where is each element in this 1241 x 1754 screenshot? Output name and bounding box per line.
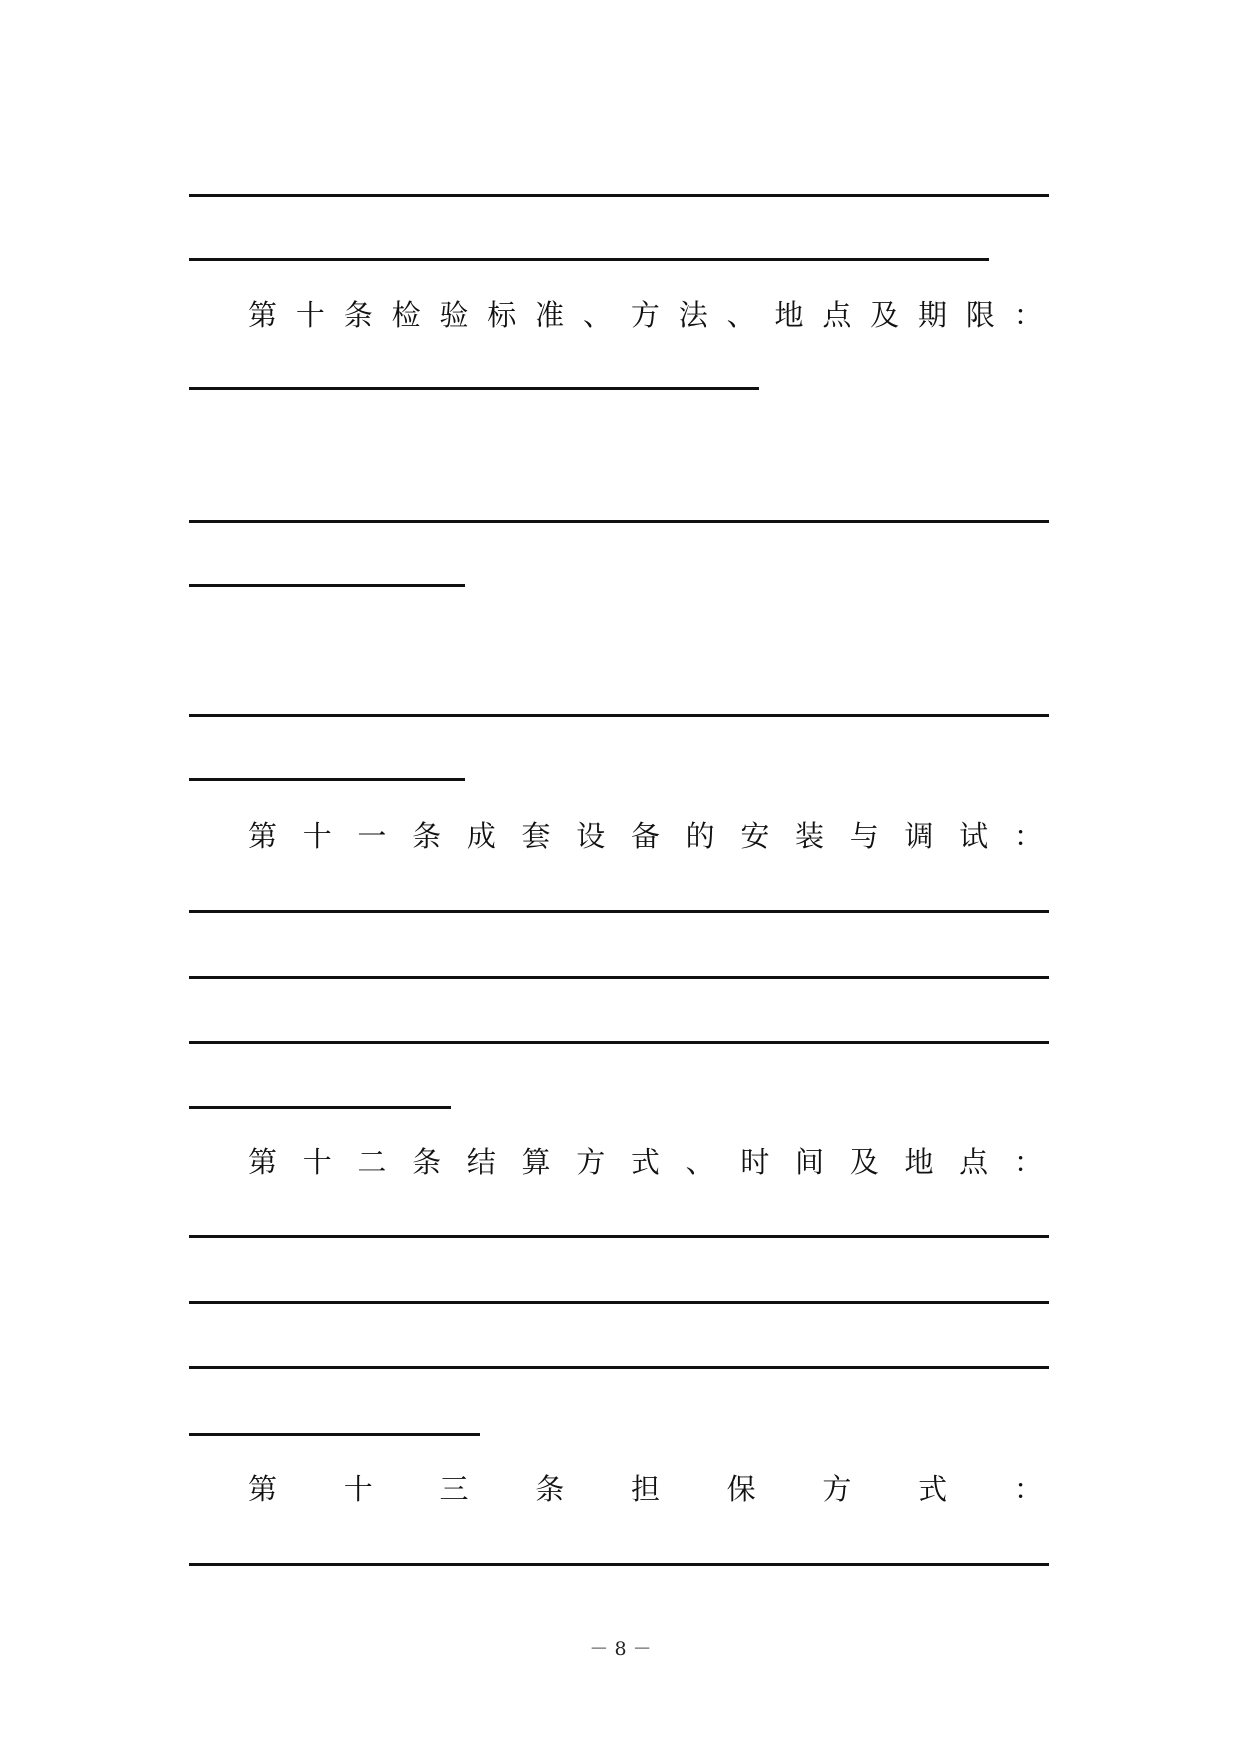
heading-char: 检 bbox=[391, 298, 421, 332]
heading-char: 准 bbox=[535, 298, 565, 332]
article-11-heading bbox=[248, 816, 1043, 856]
heading-char: 方 bbox=[576, 1145, 606, 1179]
heading-char: 三 bbox=[439, 1472, 469, 1506]
article-12-heading bbox=[248, 1142, 1043, 1182]
heading-char: 调 bbox=[904, 819, 934, 853]
heading-char: 与 bbox=[849, 819, 879, 853]
blank-fill-line bbox=[189, 1041, 1049, 1044]
heading-char: 安 bbox=[740, 819, 770, 853]
page-number: － 8 － bbox=[589, 1638, 652, 1660]
heading-char: 及 bbox=[870, 298, 900, 332]
heading-char: 装 bbox=[795, 819, 825, 853]
heading-char: 一 bbox=[357, 819, 387, 853]
heading-char: 条 bbox=[535, 1472, 565, 1506]
blank-fill-line bbox=[189, 1366, 1049, 1369]
blank-fill-line bbox=[189, 584, 465, 587]
heading-char: 十 bbox=[302, 819, 332, 853]
heading-char: 、 bbox=[726, 298, 756, 332]
heading-char: 方 bbox=[630, 298, 660, 332]
heading-char: 地 bbox=[904, 1145, 934, 1179]
heading-char: ： bbox=[1013, 1472, 1043, 1506]
article-10-heading bbox=[248, 295, 1043, 335]
heading-char: 间 bbox=[795, 1145, 825, 1179]
blank-fill-line bbox=[189, 778, 465, 781]
article-13-heading bbox=[248, 1469, 1043, 1509]
blank-fill-line bbox=[189, 714, 1049, 717]
heading-char: 法 bbox=[678, 298, 708, 332]
heading-char: 十 bbox=[295, 298, 325, 332]
heading-char: 算 bbox=[521, 1145, 551, 1179]
heading-char: 备 bbox=[630, 819, 660, 853]
blank-fill-line bbox=[189, 1433, 480, 1436]
heading-char: 条 bbox=[343, 298, 373, 332]
heading-char: 方 bbox=[822, 1472, 852, 1506]
heading-char: 标 bbox=[487, 298, 517, 332]
heading-char: 试 bbox=[959, 819, 989, 853]
heading-char: 时 bbox=[740, 1145, 770, 1179]
heading-char: 地 bbox=[774, 298, 804, 332]
heading-char: 担 bbox=[630, 1472, 660, 1506]
heading-char: 期 bbox=[918, 298, 948, 332]
heading-char: 、 bbox=[583, 298, 613, 332]
heading-char: 成 bbox=[466, 819, 496, 853]
blank-fill-line bbox=[189, 258, 989, 261]
heading-char: 、 bbox=[685, 1145, 715, 1179]
heading-char: 式 bbox=[630, 1145, 660, 1179]
heading-char: 条 bbox=[412, 1145, 442, 1179]
blank-fill-line bbox=[189, 1563, 1049, 1566]
heading-char: 第 bbox=[248, 298, 278, 332]
heading-char: 条 bbox=[412, 819, 442, 853]
heading-char: 验 bbox=[439, 298, 469, 332]
heading-char: 的 bbox=[685, 819, 715, 853]
heading-char: 结 bbox=[466, 1145, 496, 1179]
heading-char: 及 bbox=[849, 1145, 879, 1179]
blank-fill-line bbox=[189, 910, 1049, 913]
blank-fill-line bbox=[189, 976, 1049, 979]
heading-char: 式 bbox=[918, 1472, 948, 1506]
heading-char: 保 bbox=[726, 1472, 756, 1506]
blank-fill-line bbox=[189, 387, 759, 390]
heading-char: 二 bbox=[357, 1145, 387, 1179]
heading-char: 点 bbox=[822, 298, 852, 332]
blank-fill-line bbox=[189, 1235, 1049, 1238]
heading-char: 十 bbox=[343, 1472, 373, 1506]
heading-char: 套 bbox=[521, 819, 551, 853]
heading-char: 十 bbox=[302, 1145, 332, 1179]
blank-fill-line bbox=[189, 194, 1049, 197]
blank-fill-line bbox=[189, 1301, 1049, 1304]
heading-char: 限 bbox=[965, 298, 995, 332]
heading-char: ： bbox=[1013, 819, 1043, 853]
heading-char: 第 bbox=[248, 1145, 278, 1179]
blank-fill-line bbox=[189, 1106, 451, 1109]
heading-char: ： bbox=[1013, 1145, 1043, 1179]
heading-char: 点 bbox=[959, 1145, 989, 1179]
heading-char: ： bbox=[1013, 298, 1043, 332]
blank-fill-line bbox=[189, 520, 1049, 523]
heading-char: 第 bbox=[248, 819, 278, 853]
heading-char: 第 bbox=[248, 1472, 278, 1506]
heading-char: 设 bbox=[576, 819, 606, 853]
